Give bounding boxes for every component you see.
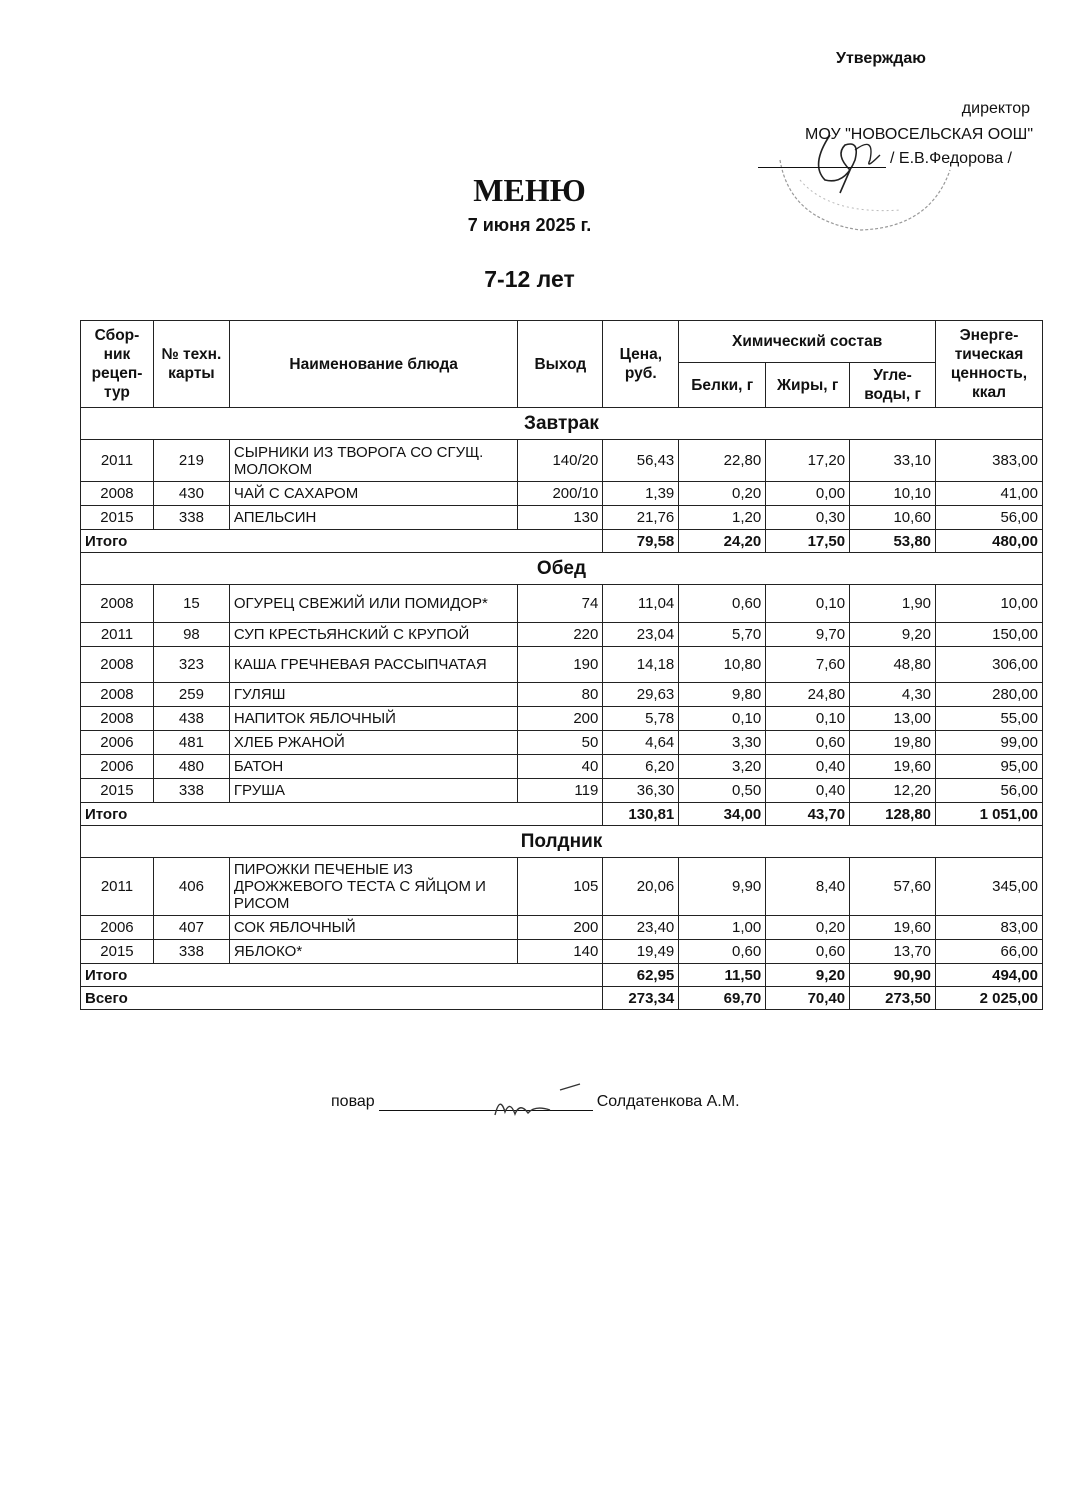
fat-cell: 0,40 [766,755,850,779]
total-label: Итого [81,803,603,826]
section-header [81,553,1043,585]
menu-date: 7 июня 2025 г. [467,215,592,235]
energy-cell: 345,00 [936,858,1043,916]
output-cell: 200 [518,707,603,731]
card-cell: 407 [153,916,229,940]
header-energy: Энерге-тическая ценность, ккал [936,321,1043,408]
fat-cell: 24,80 [766,683,850,707]
fat-cell: 0,10 [766,585,850,623]
dish-name-cell: ХЛЕБ РЖАНОЙ [229,731,518,755]
output-cell: 130 [518,506,603,530]
energy-cell: 56,00 [936,779,1043,803]
collection-cell: 2008 [81,585,154,623]
table-row [81,707,1043,731]
output-cell: 200 [518,916,603,940]
carbs-cell: 19,60 [850,755,936,779]
card-cell: 430 [153,482,229,506]
dish-name-cell: ПИРОЖКИ ПЕЧЕНЫЕ ИЗ ДРОЖЖЕВОГО ТЕСТА С ЯЙЦОМ И РИСОМ [229,858,518,916]
total-energy: 494,00 [936,964,1043,987]
carbs-cell: 48,80 [850,647,936,683]
school-name: МОУ "НОВОСЕЛЬСКАЯ ООШ" [805,126,1033,143]
grand-total-price: 273,34 [603,987,679,1010]
fat-cell: 0,20 [766,916,850,940]
protein-cell: 0,20 [679,482,766,506]
table-row [81,858,1043,916]
dish-name-cell: ГРУША [229,779,518,803]
section-total-row [81,530,1043,553]
output-cell: 200/10 [518,482,603,506]
fat-cell: 0,00 [766,482,850,506]
energy-cell: 306,00 [936,647,1043,683]
output-cell: 140 [518,940,603,964]
price-cell: 6,20 [603,755,679,779]
table-row [81,647,1043,683]
fat-cell: 8,40 [766,858,850,916]
carbs-cell: 4,30 [850,683,936,707]
collection-cell: 2006 [81,916,154,940]
total-label: Итого [81,964,603,987]
collection-cell: 2011 [81,440,154,482]
energy-cell: 55,00 [936,707,1043,731]
cook-name: Солдатенкова А.М. [596,1093,740,1110]
price-cell: 4,64 [603,731,679,755]
header-carbs: Угле-воды, г [850,363,936,408]
price-cell: 19,49 [603,940,679,964]
protein-cell: 22,80 [679,440,766,482]
table-row [81,506,1043,530]
collection-cell: 2015 [81,940,154,964]
collection-cell: 2006 [81,731,154,755]
table-row [81,482,1043,506]
carbs-cell: 12,20 [850,779,936,803]
table-row [81,623,1043,647]
fat-cell: 7,60 [766,647,850,683]
cook-signature-icon [480,1080,590,1120]
section-title: Обед [81,553,1043,585]
dish-name-cell: БАТОН [229,755,518,779]
carbs-cell: 33,10 [850,440,936,482]
fat-cell: 0,10 [766,707,850,731]
table-row [81,585,1043,623]
grand-total-carbs: 273,50 [850,987,936,1010]
section-total-row [81,803,1043,826]
carbs-cell: 13,00 [850,707,936,731]
header-output: Выход [518,321,603,408]
protein-cell: 5,70 [679,623,766,647]
energy-cell: 10,00 [936,585,1043,623]
collection-cell: 2008 [81,647,154,683]
total-price: 79,58 [603,530,679,553]
dish-name-cell: ЯБЛОКО* [229,940,518,964]
card-cell: 338 [153,779,229,803]
fat-cell: 0,60 [766,731,850,755]
output-cell: 105 [518,858,603,916]
dish-name-cell: СОК ЯБЛОЧНЫЙ [229,916,518,940]
fat-cell: 17,20 [766,440,850,482]
age-group: 7-12 лет [484,266,575,292]
price-cell: 29,63 [603,683,679,707]
card-cell: 323 [153,647,229,683]
total-carbs: 128,80 [850,803,936,826]
section-title: Полдник [81,826,1043,858]
table-row [81,755,1043,779]
protein-cell: 3,20 [679,755,766,779]
fat-cell: 0,30 [766,506,850,530]
menu-table [80,320,1043,1010]
total-price: 62,95 [603,964,679,987]
output-cell: 80 [518,683,603,707]
energy-cell: 41,00 [936,482,1043,506]
output-cell: 140/20 [518,440,603,482]
header-card: № техн. карты [153,321,229,408]
total-protein: 34,00 [679,803,766,826]
price-cell: 21,76 [603,506,679,530]
table-row [81,779,1043,803]
card-cell: 219 [153,440,229,482]
price-cell: 23,04 [603,623,679,647]
protein-cell: 0,60 [679,940,766,964]
price-cell: 5,78 [603,707,679,731]
fat-cell: 0,60 [766,940,850,964]
total-carbs: 53,80 [850,530,936,553]
protein-cell: 10,80 [679,647,766,683]
energy-cell: 56,00 [936,506,1043,530]
dish-name-cell: ЧАЙ С САХАРОМ [229,482,518,506]
collection-cell: 2008 [81,683,154,707]
dish-name-cell: ОГУРЕЦ СВЕЖИЙ ИЛИ ПОМИДОР* [229,585,518,623]
director-position: директор [961,100,1030,117]
collection-cell: 2015 [81,506,154,530]
protein-cell: 0,10 [679,707,766,731]
energy-cell: 95,00 [936,755,1043,779]
price-cell: 11,04 [603,585,679,623]
table-row [81,916,1043,940]
header-name: Наименование блюда [229,321,518,408]
energy-cell: 66,00 [936,940,1043,964]
section-header [81,408,1043,440]
header-price: Цена, руб. [603,321,679,408]
table-row [81,440,1043,482]
section-total-row [81,964,1043,987]
carbs-cell: 9,20 [850,623,936,647]
section-header [81,826,1043,858]
carbs-cell: 13,70 [850,940,936,964]
total-fat: 17,50 [766,530,850,553]
dish-name-cell: НАПИТОК ЯБЛОЧНЫЙ [229,707,518,731]
card-cell: 481 [153,731,229,755]
protein-cell: 0,60 [679,585,766,623]
total-label: Итого [81,530,603,553]
total-fat: 43,70 [766,803,850,826]
protein-cell: 9,90 [679,858,766,916]
price-cell: 20,06 [603,858,679,916]
carbs-cell: 19,60 [850,916,936,940]
price-cell: 14,18 [603,647,679,683]
carbs-cell: 57,60 [850,858,936,916]
collection-cell: 2011 [81,858,154,916]
protein-cell: 3,30 [679,731,766,755]
table-row [81,683,1043,707]
grand-total-protein: 69,70 [679,987,766,1010]
card-cell: 480 [153,755,229,779]
director-signature-line [758,150,1012,168]
director-name: / Е.В.Федорова / [890,150,1012,167]
total-protein: 24,20 [679,530,766,553]
total-energy: 480,00 [936,530,1043,553]
dish-name-cell: СУП КРЕСТЬЯНСКИЙ С КРУПОЙ [229,623,518,647]
card-cell: 338 [153,940,229,964]
fat-cell: 0,40 [766,779,850,803]
collection-cell: 2006 [81,755,154,779]
collection-cell: 2008 [81,482,154,506]
header-fat: Жиры, г [766,363,850,408]
grand-total-energy: 2 025,00 [936,987,1043,1010]
card-cell: 98 [153,623,229,647]
dish-name-cell: КАША ГРЕЧНЕВАЯ РАССЫПЧАТАЯ [229,647,518,683]
price-cell: 1,39 [603,482,679,506]
card-cell: 338 [153,506,229,530]
output-cell: 50 [518,731,603,755]
energy-cell: 150,00 [936,623,1043,647]
total-fat: 9,20 [766,964,850,987]
energy-cell: 99,00 [936,731,1043,755]
protein-cell: 0,50 [679,779,766,803]
card-cell: 438 [153,707,229,731]
header-chem: Химический состав [679,321,936,363]
approve-label: Утверждаю [836,50,926,67]
cook-label: повар [331,1093,375,1110]
output-cell: 74 [518,585,603,623]
header-collection: Сбор-ник рецеп-тур [81,321,154,408]
price-cell: 23,40 [603,916,679,940]
output-cell: 220 [518,623,603,647]
carbs-cell: 10,60 [850,506,936,530]
grand-total-fat: 70,40 [766,987,850,1010]
output-cell: 119 [518,779,603,803]
collection-cell: 2008 [81,707,154,731]
carbs-cell: 19,80 [850,731,936,755]
header-protein: Белки, г [679,363,766,408]
price-cell: 36,30 [603,779,679,803]
output-cell: 40 [518,755,603,779]
output-cell: 190 [518,647,603,683]
collection-cell: 2011 [81,623,154,647]
fat-cell: 9,70 [766,623,850,647]
grand-total-row [81,987,1043,1010]
protein-cell: 1,20 [679,506,766,530]
carbs-cell: 1,90 [850,585,936,623]
energy-cell: 280,00 [936,683,1043,707]
total-protein: 11,50 [679,964,766,987]
energy-cell: 383,00 [936,440,1043,482]
section-title: Завтрак [81,408,1043,440]
card-cell: 259 [153,683,229,707]
card-cell: 406 [153,858,229,916]
card-cell: 15 [153,585,229,623]
table-row [81,731,1043,755]
dish-name-cell: АПЕЛЬСИН [229,506,518,530]
collection-cell: 2015 [81,779,154,803]
carbs-cell: 10,10 [850,482,936,506]
dish-name-cell: ГУЛЯШ [229,683,518,707]
protein-cell: 9,80 [679,683,766,707]
protein-cell: 1,00 [679,916,766,940]
price-cell: 56,43 [603,440,679,482]
page-title: МЕНЮ [473,172,586,208]
energy-cell: 83,00 [936,916,1043,940]
signature-underline [758,154,886,168]
total-price: 130,81 [603,803,679,826]
grand-total-label: Всего [81,987,603,1010]
dish-name-cell: СЫРНИКИ ИЗ ТВОРОГА СО СГУЩ. МОЛОКОМ [229,440,518,482]
total-carbs: 90,90 [850,964,936,987]
total-energy: 1 051,00 [936,803,1043,826]
table-row [81,940,1043,964]
